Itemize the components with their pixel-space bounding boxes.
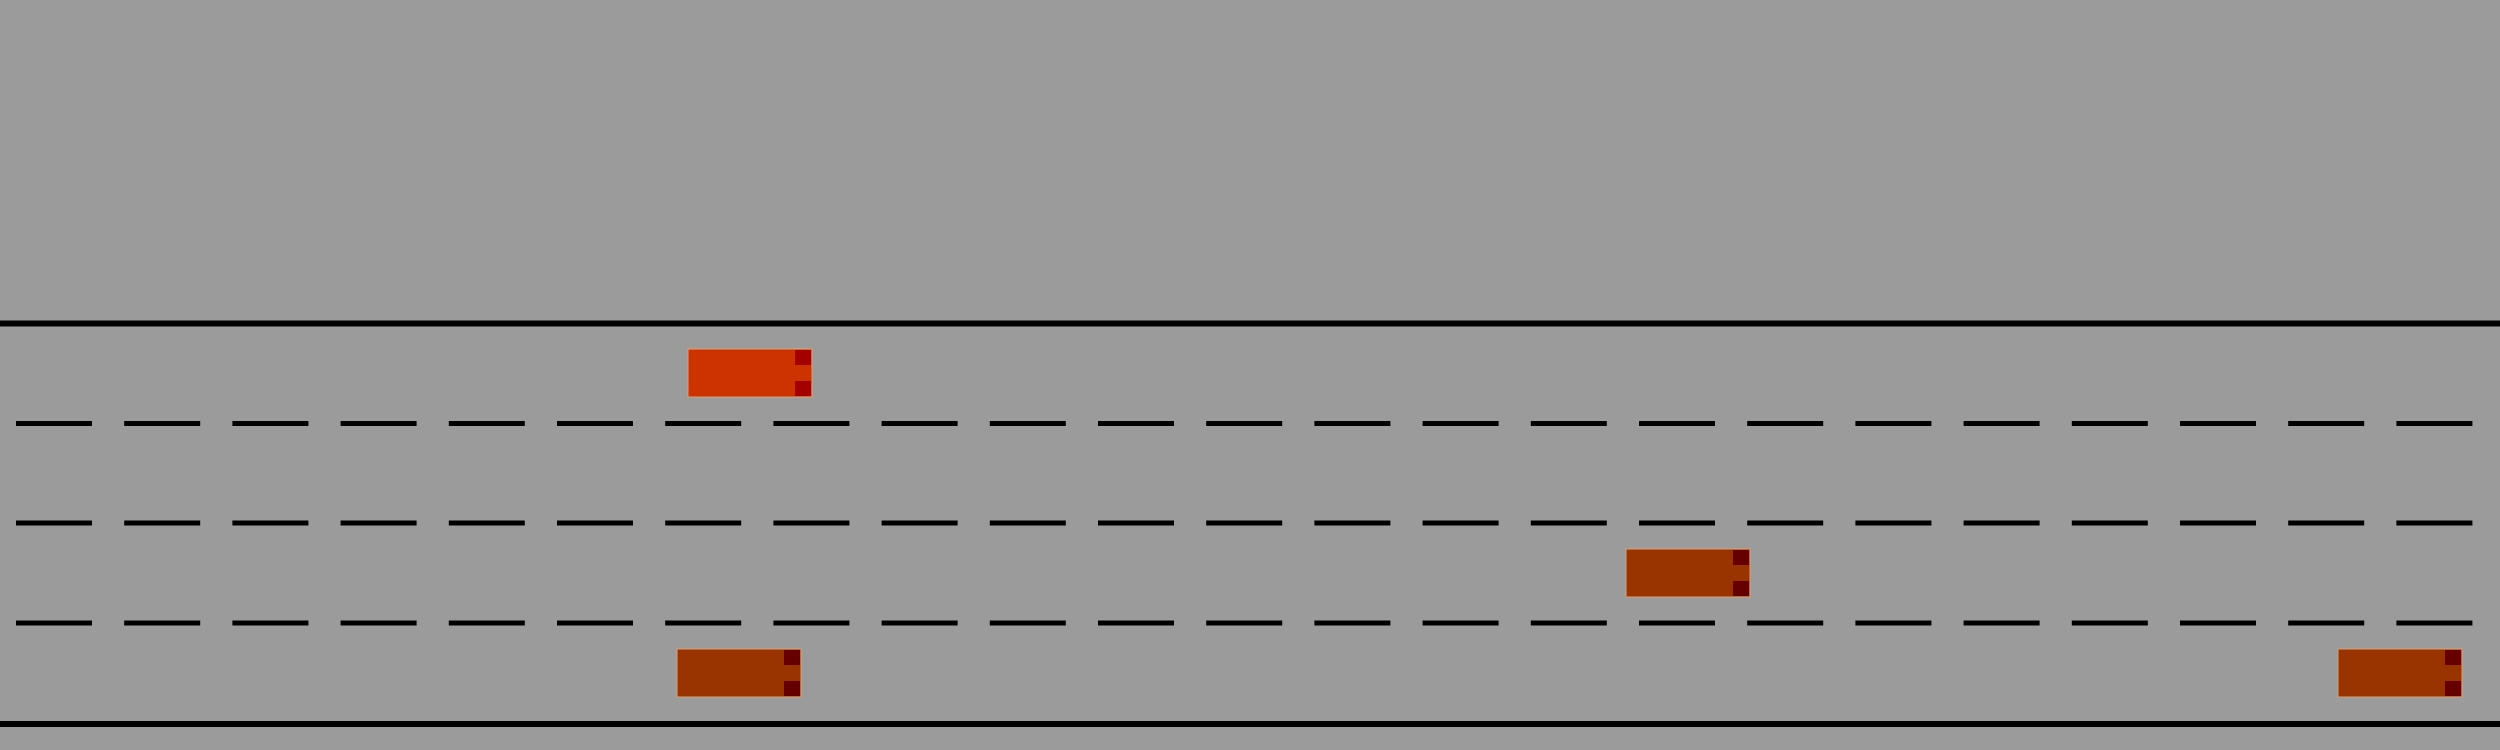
lane-divider-dash: [557, 621, 633, 626]
lane-divider-dash: [1206, 521, 1282, 526]
headlight-left: [1733, 550, 1749, 565]
headlight-right: [2445, 681, 2461, 696]
lane-divider-dash: [341, 521, 417, 526]
headlight-left: [2445, 650, 2461, 665]
lane-divider-dash: [2072, 521, 2148, 526]
lane-divider-dash: [1855, 421, 1931, 426]
lane-divider-dash: [990, 521, 1066, 526]
lane-divider-dash: [2396, 421, 2472, 426]
lane-divider-dash: [2288, 521, 2364, 526]
lane-divider-dash: [449, 421, 525, 426]
lane-divider-dash: [2288, 421, 2364, 426]
vehicle-car-4: [2338, 649, 2462, 697]
headlight-right: [1733, 581, 1749, 596]
lane-divider-dash: [2180, 521, 2256, 526]
lane-divider-dash: [557, 421, 633, 426]
lane-divider-dash: [341, 421, 417, 426]
lane-divider-dash: [1314, 621, 1390, 626]
vehicle-body: [688, 349, 812, 397]
lane-divider-dash: [16, 521, 92, 526]
lane-divider-dash: [1855, 621, 1931, 626]
lane-divider-dash: [1747, 621, 1823, 626]
vehicle-body: [1626, 549, 1750, 597]
lane-divider-dash: [2180, 421, 2256, 426]
lane-divider-dash: [665, 621, 741, 626]
lane-divider-dash: [16, 621, 92, 626]
headlight-left: [795, 350, 811, 365]
lane-divider-dash: [1423, 421, 1499, 426]
vehicle-car-3: [677, 649, 801, 697]
lane-divider-dash: [990, 621, 1066, 626]
headlight-right: [795, 381, 811, 396]
lane-divider-dash: [232, 421, 308, 426]
lane-divider-dash: [665, 521, 741, 526]
lane-divider-dash: [1531, 521, 1607, 526]
lane-divider-dash: [2288, 621, 2364, 626]
lane-divider-dash: [1964, 521, 2040, 526]
lane-divider-dash: [1098, 521, 1174, 526]
vehicle-body: [2338, 649, 2462, 697]
lane-divider-dash: [1423, 521, 1499, 526]
lane-divider-dash: [449, 621, 525, 626]
lane-divider-dash: [124, 621, 200, 626]
lane-divider-dash: [882, 621, 958, 626]
lane-divider-dash: [1098, 621, 1174, 626]
lane-divider-dash: [232, 621, 308, 626]
lane-divider-dash: [449, 521, 525, 526]
lane-divider-dash: [2072, 621, 2148, 626]
lane-divider-dash: [124, 521, 200, 526]
lane-divider-dash: [1531, 621, 1607, 626]
lane-divider-dash: [773, 621, 849, 626]
lane-divider-dash: [1098, 421, 1174, 426]
lane-divider-dash: [2396, 521, 2472, 526]
lane-divider-dash: [1531, 421, 1607, 426]
lane-divider-dash: [1855, 521, 1931, 526]
lane-divider-dash: [341, 621, 417, 626]
lane-divider-dash: [1423, 621, 1499, 626]
lane-divider-dash: [1206, 621, 1282, 626]
lane-divider-dash: [665, 421, 741, 426]
lane-divider-dash: [773, 521, 849, 526]
lane-divider-dash: [882, 521, 958, 526]
lane-divider-dash: [2180, 621, 2256, 626]
lane-divider-dash: [1314, 421, 1390, 426]
vehicle-ego-vehicle: [688, 349, 812, 397]
lane-divider-dash: [557, 521, 633, 526]
lane-divider-dash: [2072, 421, 2148, 426]
lane-divider-dash: [1747, 521, 1823, 526]
lane-divider-dash: [2396, 621, 2472, 626]
lane-divider-dash: [1964, 621, 2040, 626]
lane-divider-dash: [16, 421, 92, 426]
lane-divider-dash: [1639, 521, 1715, 526]
lane-divider-dash: [1206, 421, 1282, 426]
lane-divider-dash: [1964, 421, 2040, 426]
lane-divider-dash: [773, 421, 849, 426]
vehicle-body: [677, 649, 801, 697]
lane-divider-dash: [990, 421, 1066, 426]
lane-divider-dash: [1314, 521, 1390, 526]
headlight-left: [784, 650, 800, 665]
lane-divider-dash: [124, 421, 200, 426]
lane-divider-dash: [232, 521, 308, 526]
lane-dividers: [16, 421, 2472, 626]
lane-divider-dash: [1639, 621, 1715, 626]
headlight-right: [784, 681, 800, 696]
lane-divider-dash: [1639, 421, 1715, 426]
lane-divider-dash: [1747, 421, 1823, 426]
vehicle-car-2: [1626, 549, 1750, 597]
lane-divider-dash: [882, 421, 958, 426]
